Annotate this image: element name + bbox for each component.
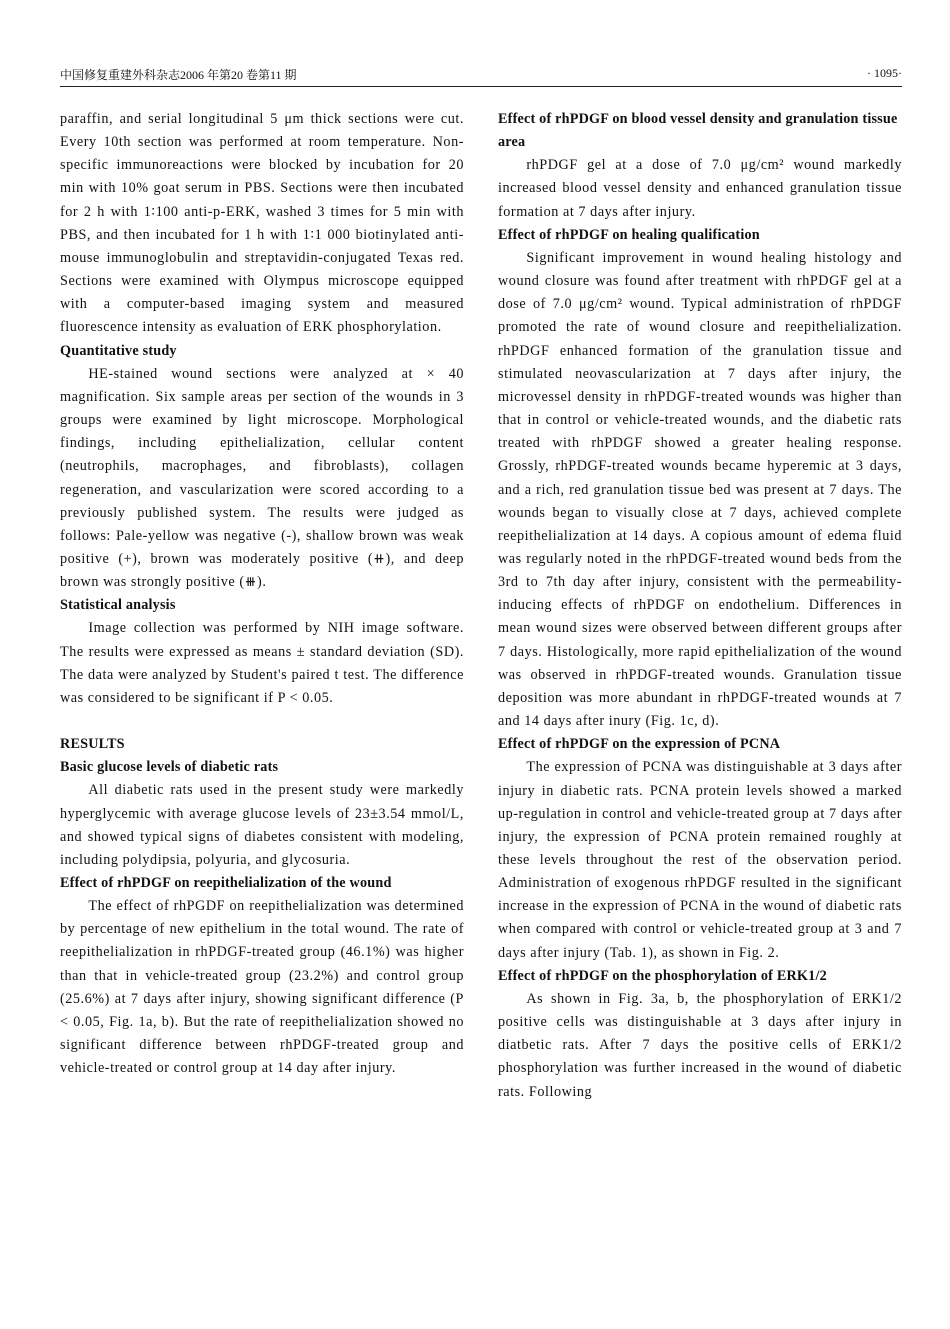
heading-blood-vessel: Effect of rhPDGF on blood vessel density and granulation tissue area xyxy=(498,111,898,151)
right-column xyxy=(498,108,902,1104)
methods-paragraph: paraffin, and serial longitudinal 5 μm thick sections were cut. Every 10th section was performed at room temperature. Non-specific immunoreactions were blocked by incubation for 20 min with 10% goat serum in PBS. Sections were then incubated for 2 h with 1∶100 anti-p-ERK, washed 3 times for 5 min with PBS, and then incubated for 1 h with 1∶1 000 biotinylated anti-mouse immunoglobulin and streptavidin-conjugated Texas red. Sections were examined with Olympus microscope equipped with a computer-based imaging system and measured fluorescence intensity as evaluation of ERK phosphorylation. xyxy=(60,111,464,336)
heading-pcna: Effect of rhPDGF on the expression of PCNA xyxy=(498,736,781,753)
heading-glucose: Basic glucose levels of diabetic rats xyxy=(60,759,279,776)
reepithelialization-paragraph: The effect of rhPGDF on reepithelialization was determined by percentage of new epithelium in the total wound. The rate of reepithelialization in rhPDGF-treated group (46.1%) was higher than that in vehicle-treated group (23.2%) and control group (25.6%) at 7 days after injury, showing significant difference (P < 0.05, Fig. 1a, b). But the rate of reepithelialization showed no significant difference between rhPDGF-treated group and vehicle-treated or control group at 14 day after injury. xyxy=(60,898,464,1077)
journal-title: 中国修复重建外科杂志2006 年第20 卷第11 期 xyxy=(60,68,297,82)
left-column xyxy=(60,108,464,1080)
page-number: · 1095· xyxy=(867,66,902,80)
heading-reepithelialization: Effect of rhPDGF on reepithelialization of the wound xyxy=(60,875,392,891)
heading-quantitative-study: Quantitative study xyxy=(60,342,177,359)
erk-paragraph: As shown in Fig. 3a, b, the phosphorylation of ERK1/2 positive cells was distinguishable at 3 days after injury in diatbetic rats. After 7 days the positive cells of ERK1/2 phosphorylation was further increased in the wound of diabetic rats. Following xyxy=(498,990,902,1100)
heading-erk: Effect of rhPDGF on the phosphorylation of ERK1/2 xyxy=(498,967,827,984)
glucose-paragraph: All diabetic rats used in the present study were markedly hyperglycemic with average glucose levels of 23±3.54 mmol/L, and showed typical signs of diabetes consistent with modeling, including polydipsia, polyuria, and glycosuria. xyxy=(60,782,464,868)
statistics-paragraph: Image collection was performed by NIH image software. The results were expressed as means ± standard deviation (SD). The data were analyzed by Student's paired t test. The difference was considered to be significant if P < 0.05. xyxy=(60,620,464,706)
heading-statistical-analysis: Statistical analysis xyxy=(60,597,176,614)
section-gap xyxy=(60,710,464,733)
healing-quality-paragraph: Significant improvement in wound healing histology and wound closure was found after treatment with rhPDGF gel at a dose of 7.0 μg/cm² wound. Typical administration of rhPDGF promoted the rate of wound closure and reepithelialization. rhPDGF enhanced formation of the granulation tissue and stimulated neovascularization at 7 days after injury, the microvessel density in rhPDGF-treated wounds was higher than that in control or vehicle-treated wounds, and the diabetic rats treated with rhPDGF showed a greater healing response. Grossly, rhPDGF-treated wounds became hyperemic at 3 days, and a rich, red granulation tissue bed was present at 7 days. The wounds began to visually close at 7 days, achieved complete reepithelialization at 14 days. A copious amount of edema fluid was regularly noted in the rhPDGF-treated wound beds from the 3rd to 7th day after injury, consistent with the permeability-inducing effects of rhPDGF on endothelium. Differences in mean wound sizes were observed between different groups after 7 days. Histologically, more rapid epithelialization of the wound was observed in rhPDGF-treated wounds. Granulation tissue deposition was more abundant in rhPDGF-treated wounds at 7 and 14 days after inury (Fig. 1c, d). xyxy=(498,249,902,730)
quantitative-paragraph: HE-stained wound sections were analyzed at × 40 magnification. Six sample areas per section of the wounds in 3 groups were examined by light microscope. Morphological findings, including epithelialization, cellular content (neutrophils, macrophages, and fibroblasts), collagen regeneration, and vascularization were scored according to a previously published system. The results were judged as follows: Pale-yellow was negative (-), shallow brown was weak positive (+), brown was moderately positive (⧺), and deep brown was strongly positive (⧻). xyxy=(60,365,464,591)
pcna-paragraph: The expression of PCNA was distinguishable at 3 days after injury in diabetic rats. PCNA protein levels showed a marked up-regulation in control and vehicle-treated group at 7 days after injury, the expression of PCNA protein remained roughly at these levels throughout the rest of the observation period. Administration of exogenous rhPDGF resulted in the significant increase in the expression of PCNA in the wound of diabetic rats when compared with control or vehicle-treated group at 3 and 7 days after injury (Tab. 1), as shown in Fig. 2. xyxy=(498,759,902,961)
heading-healing-quality: Effect of rhPDGF on healing qualification xyxy=(498,226,760,243)
blood-vessel-paragraph: rhPDGF gel at a dose of 7.0 μg/cm² wound markedly increased blood vessel density and enhanced granulation tissue formation at 7 days after injury. xyxy=(498,157,902,220)
heading-results: RESULTS xyxy=(60,736,125,753)
running-header xyxy=(60,64,902,87)
